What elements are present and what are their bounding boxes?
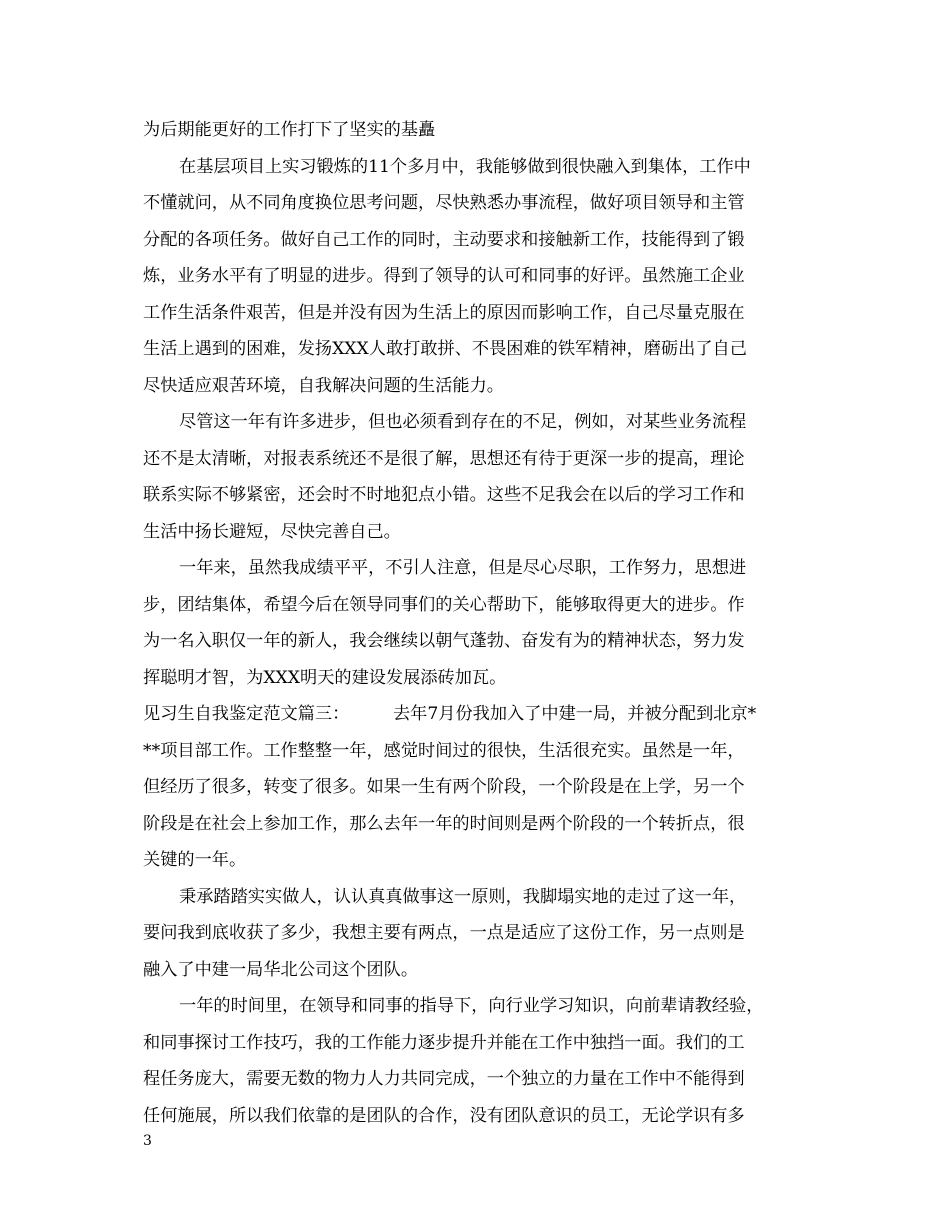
paragraph-first-line: 尽管这一年有许多进步，但也必须看到存在的不足，例如，对某些业务流程	[179, 412, 747, 432]
text-line: 联系实际不够紧密，还会时不时地犯点小错。这些不足我会在以后的学习工作和	[143, 485, 745, 505]
text-line: 融入了中建一局华北公司这个团队。	[143, 959, 419, 980]
paragraph-first-line: 在基层项目上实习锻炼的11个多月中，我能够做到很快融入到集体，工作中	[179, 156, 751, 177]
text-line: 为一名入职仅一年的新人，我会继续以朝气蓬勃、奋发有为的精神状态，努力发	[143, 631, 745, 651]
page-number: 3	[143, 1133, 152, 1149]
paragraph-first-line: 秉承踏踏实实做人，认认真真做事这一原则，我脚塌实地的走过了这一年，	[179, 886, 747, 907]
text-line: 和同事探讨工作技巧，我的工作能力逐步提升并能在工作中独挡一面。我们的工	[143, 1032, 745, 1053]
text-line: 尽快适应艰苦环境，自我解决问题的生活能力。	[143, 375, 504, 396]
section-heading-line: 见习生自我鉴定范文篇三： 去年7月份我加入了中建一局，并被分配到北京*	[143, 704, 757, 724]
text-line: 生活中扬长避短，尽快完善自己。	[143, 521, 401, 542]
text-line: 炼，业务水平有了明显的进步。得到了领导的认可和同事的好评。虽然施工企业	[143, 266, 745, 286]
text-line: 分配的各项任务。做好自己工作的同时，主动要求和接触新工作，技能得到了锻	[143, 229, 745, 250]
body-text	[143, 112, 823, 1134]
text-line: 关键的一年。	[143, 850, 247, 870]
paragraph-first-line: 一年的时间里，在领导和同事的指导下，向行业学习知识，向前辈请教经验，	[179, 996, 764, 1016]
text-line: 步，团结集体，希望今后在领导同事们的关心帮助下，能够取得更大的进步。作	[143, 594, 745, 615]
text-line: 但经历了很多，转变了很多。如果一生有两个阶段，一个阶段是在上学，另一个	[143, 777, 745, 797]
paragraph-first-line: 一年来，虽然我成绩平平，不引人注意，但是尽心尽职，工作努力，思想进	[179, 558, 747, 578]
text-line: 生活上遇到的困难，发扬XXX人敢打敢拼、不畏困难的铁军精神，磨砺出了自己	[143, 339, 747, 359]
text-line: 挥聪明才智，为XXX明天的建设发展添砖加瓦。	[143, 667, 507, 688]
text-line: **项目部工作。工作整整一年，感觉时间过的很快，生活很充实。虽然是一年，	[143, 740, 745, 761]
text-line: 程任务庞大，需要无数的物力人力共同完成，一个独立的力量在工作中不能得到	[143, 1069, 745, 1089]
text-line: 为后期能更好的工作打下了坚实的基矗	[143, 120, 436, 140]
text-line: 不懂就问，从不同角度换位思考问题，尽快熟悉办事流程，做好项目领导和主管	[143, 193, 745, 213]
text-line: 要问我到底收获了多少，我想主要有两点，一点是适应了这份工作，另一点则是	[143, 923, 745, 943]
text-line: 任何施展，所以我们依靠的是团队的合作，没有团队意识的员工，无论学识有多	[143, 1105, 745, 1126]
text-line: 阶段是在社会上参加工作，那么去年一年的时间则是两个阶段的一个转折点，很	[143, 813, 745, 834]
text-line: 还不是太清晰，对报表系统还不是很了解，思想还有待于更深一步的提高，理论	[143, 448, 745, 469]
text-line: 工作生活条件艰苦，但是并没有因为生活上的原因而影响工作，自己尽量克服在	[143, 302, 745, 323]
